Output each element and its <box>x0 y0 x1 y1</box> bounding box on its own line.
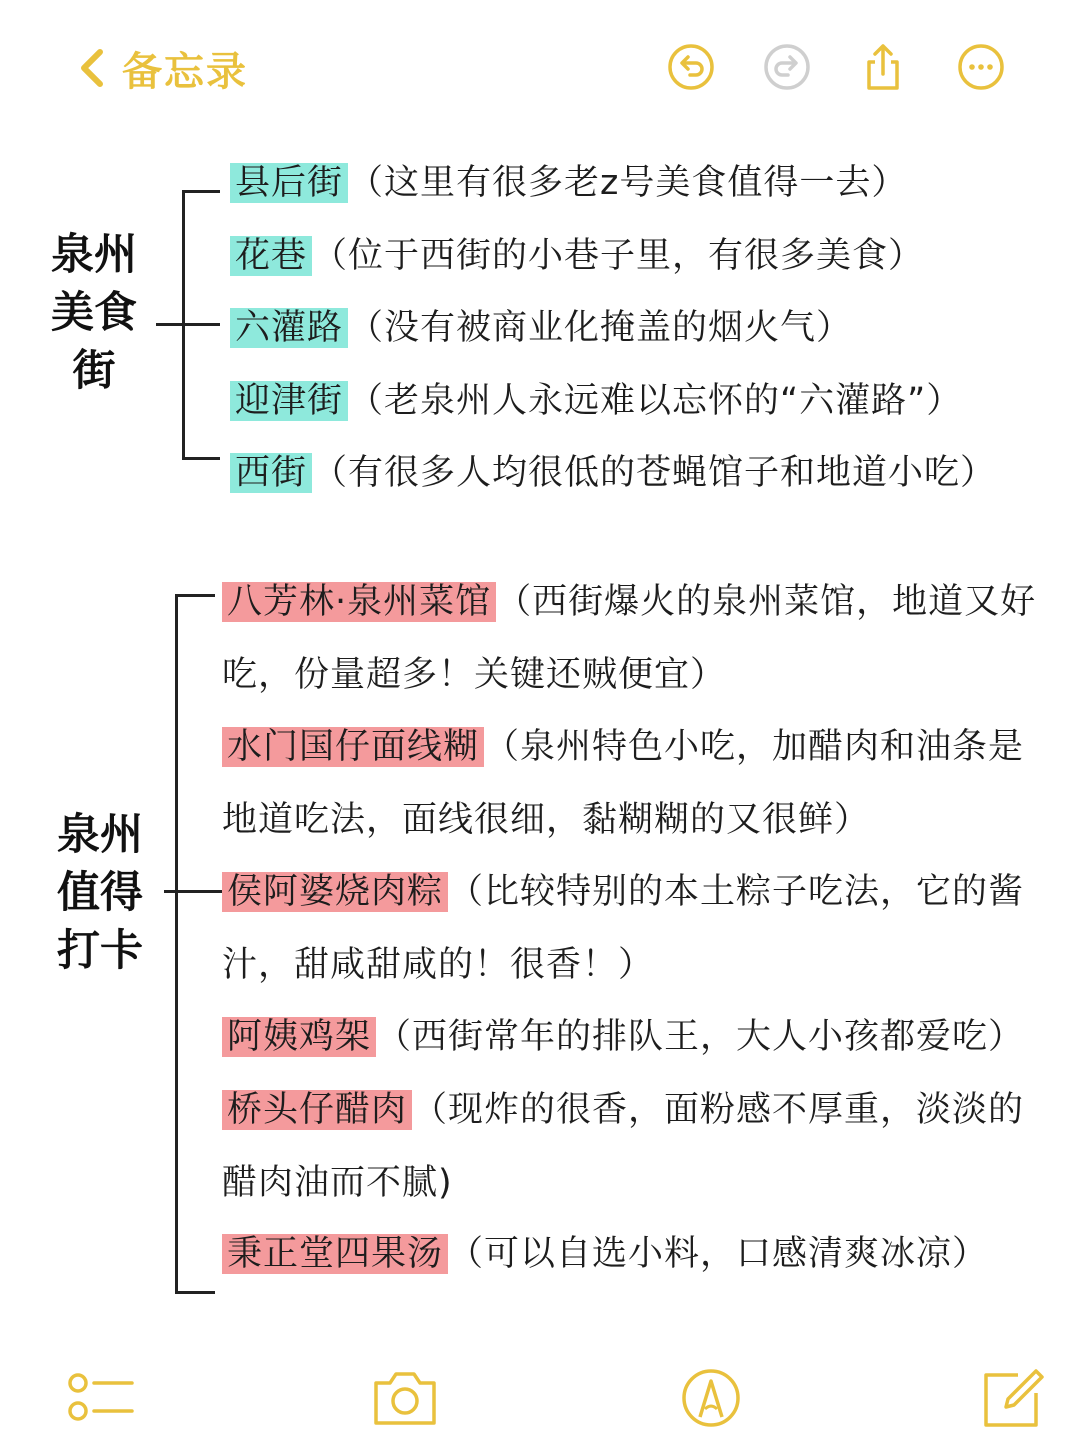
list-item <box>222 566 1052 711</box>
item-desc: （泉州特色小吃，加醋肉和油条是地道吃法，面线很细，黏糊糊的又很鲜） <box>222 727 1025 840</box>
list-item <box>230 293 852 363</box>
item-name: 侯阿婆烧肉粽 <box>222 872 448 912</box>
item-desc: （位于西街的小巷子里，有很多美食） <box>312 236 925 276</box>
group-label-line: 值得 <box>57 868 143 918</box>
item-desc: （没有被商业化掩盖的烟火气） <box>348 308 853 348</box>
list-item <box>222 1219 988 1289</box>
more-icon[interactable] <box>956 42 1006 92</box>
bracket-tick <box>182 323 220 326</box>
back-label: 备忘录 <box>122 48 248 95</box>
item-desc: （西街爆火的泉州菜馆，地道又好吃，份量超多！关键还贼便宜） <box>222 582 1037 695</box>
camera-icon[interactable] <box>370 1365 440 1431</box>
group-label-line: 街 <box>72 346 116 396</box>
chevron-left-icon <box>70 44 118 92</box>
item-name: 桥头仔醋肉 <box>222 1090 412 1130</box>
item-name: 花巷 <box>230 236 312 276</box>
bracket-vertical <box>175 594 178 1294</box>
checklist-icon[interactable] <box>64 1365 134 1431</box>
item-name: 西街 <box>230 453 312 493</box>
group-label-line: 泉州 <box>57 810 143 860</box>
group-label-line: 泉州 <box>51 230 137 280</box>
share-icon[interactable] <box>858 42 908 92</box>
item-name: 县后街 <box>230 163 348 203</box>
list-item <box>230 438 996 508</box>
bracket-stem <box>164 890 222 893</box>
group-label-line: 打卡 <box>57 926 143 976</box>
item-desc: （可以自选小料，口感清爽冰凉） <box>448 1234 989 1274</box>
undo-icon[interactable] <box>666 42 716 92</box>
list-item <box>222 1002 1024 1072</box>
markup-icon[interactable] <box>676 1365 746 1431</box>
redo-icon[interactable] <box>762 42 812 92</box>
item-desc: （比较特别的本土粽子吃法，它的酱汁，甜咸甜咸的！很香！） <box>222 872 1025 985</box>
item-name: 八芳林·泉州菜馆 <box>222 582 496 622</box>
item-desc: （现炸的很香，面粉感不厚重，淡淡的醋肉油而不腻) <box>222 1090 1025 1203</box>
back-button[interactable] <box>70 42 248 94</box>
list-item <box>222 1074 1052 1219</box>
bracket-stem <box>156 323 184 326</box>
bracket-tick <box>182 190 220 193</box>
group-label-must-visit <box>50 806 150 980</box>
bracket-tick <box>182 457 220 460</box>
group-label-line: 美食 <box>51 288 137 338</box>
item-desc: （西街常年的排队王，大人小孩都爱吃） <box>376 1017 1025 1057</box>
list-item <box>222 856 1052 1001</box>
item-desc: （老泉州人永远难以忘怀的“六灌路”） <box>348 381 963 421</box>
item-name: 水门国仔面线糊 <box>222 727 484 767</box>
list-item <box>222 711 1052 856</box>
item-name: 阿姨鸡架 <box>222 1017 376 1057</box>
item-desc: （这里有很多老z号美食值得一去） <box>348 163 908 203</box>
list-item <box>230 221 924 291</box>
item-name: 六灌路 <box>230 308 348 348</box>
compose-icon[interactable] <box>978 1365 1048 1431</box>
bracket-tick <box>175 594 215 597</box>
group-label-food-streets <box>44 226 144 400</box>
bracket-tick <box>175 1291 215 1294</box>
list-item <box>230 366 962 436</box>
item-desc: （有很多人均很低的苍蝇馆子和地道小吃） <box>312 453 997 493</box>
list-item <box>230 148 907 218</box>
item-name: 秉正堂四果汤 <box>222 1234 448 1274</box>
item-name: 迎津街 <box>230 381 348 421</box>
